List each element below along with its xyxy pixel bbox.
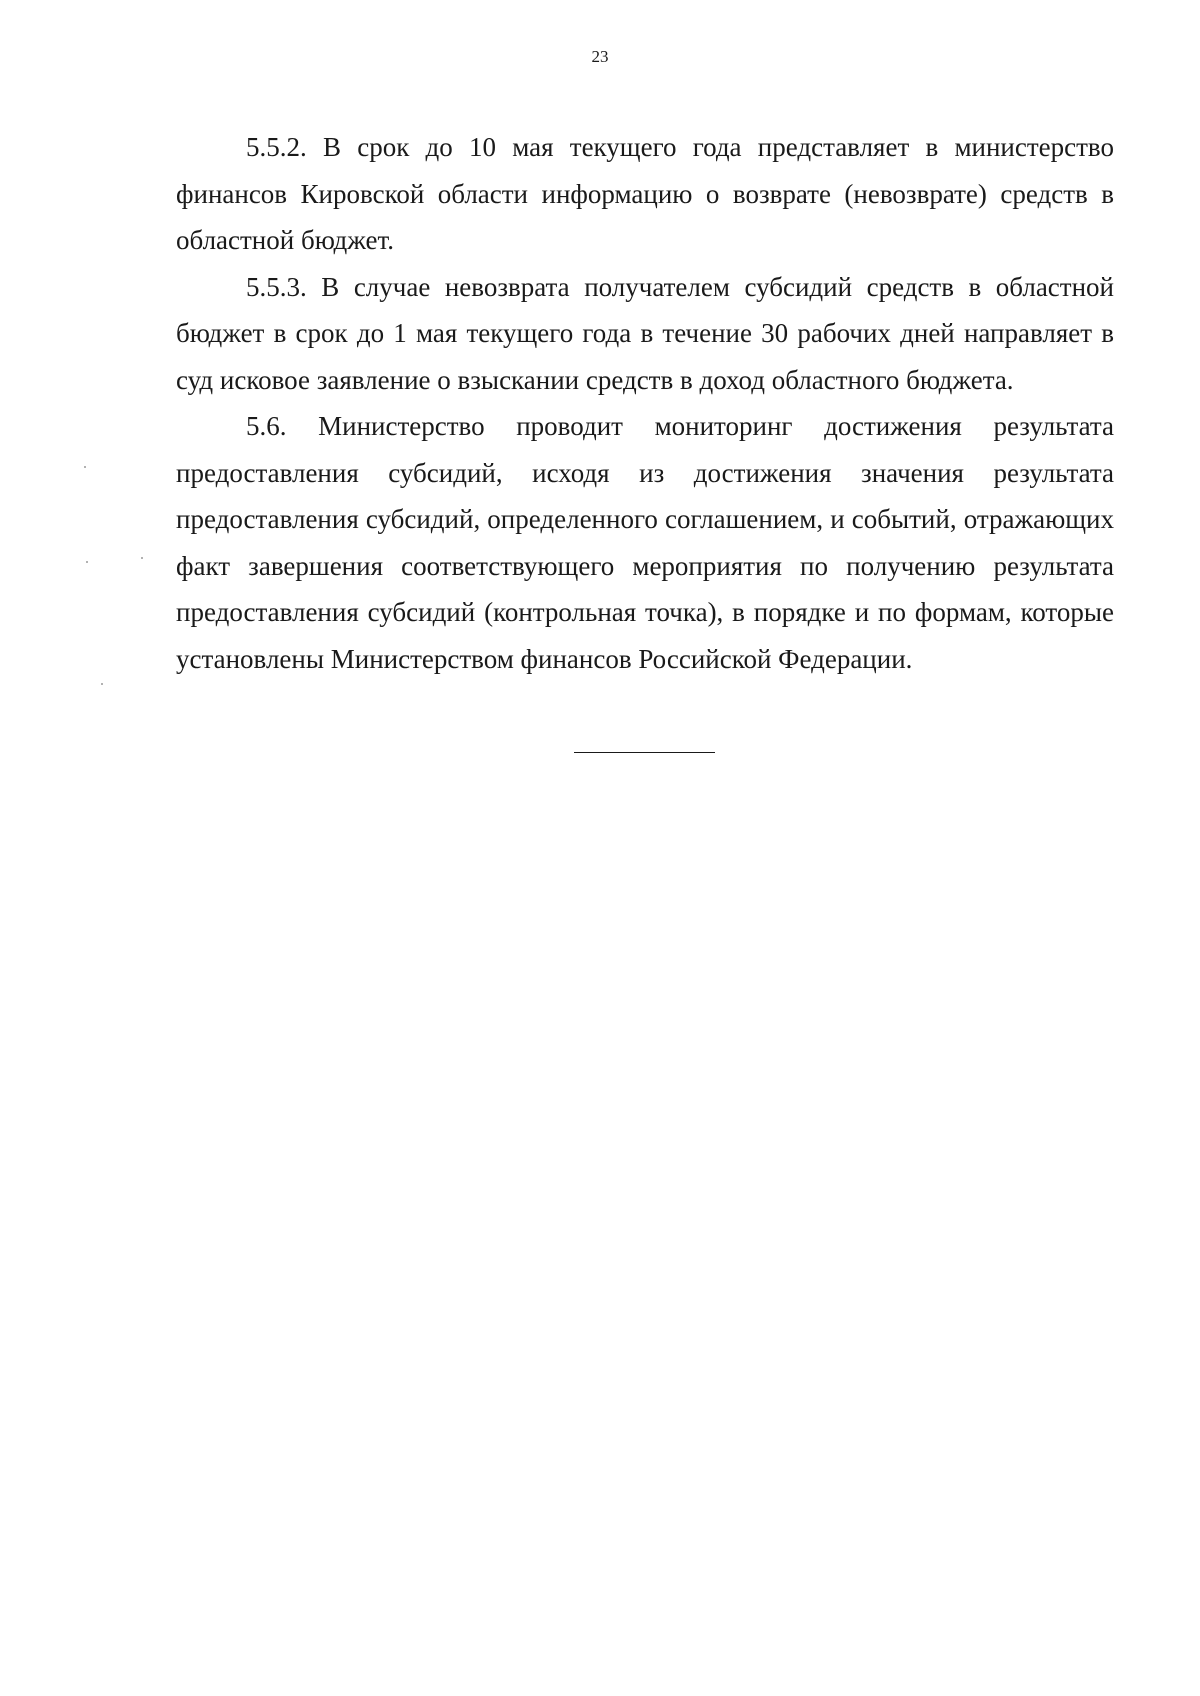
scan-speck: [84, 466, 86, 468]
scan-speck: [141, 557, 143, 559]
paragraph-5-5-3: 5.5.3. В случае невозврата получателем субсидий средств в областной бюджет в срок до 1 мая текущего года в течение 30 рабочих дней направляет в суд исковое заявление о взыскании средств в доход областного бюджета.: [176, 271, 1114, 395]
paragraph-5-5-2: 5.5.2. В срок до 10 мая текущего года представляет в министерство финансов Кировской области информацию о возврате (невозврате) средств в областной бюджет.: [176, 132, 1114, 255]
scan-speck: [86, 561, 88, 563]
scan-speck: [101, 683, 103, 685]
paragraph-5-6: 5.6. Министерство проводит мониторинг достижения результата предоставления субсидий, исходя из достижения значения результата предоставления субсидий, определенного соглашением, и событий, отражающих факт завершения соответствующего мероприятия по получению результата предоставления субсидий (контрольная точка), в порядке и по формам, которые установлены Министерством финансов Российской Федерации.: [176, 411, 1114, 674]
end-of-document-rule: [574, 752, 715, 753]
document-body: [176, 124, 1114, 682]
page-number: 23: [591, 47, 609, 66]
